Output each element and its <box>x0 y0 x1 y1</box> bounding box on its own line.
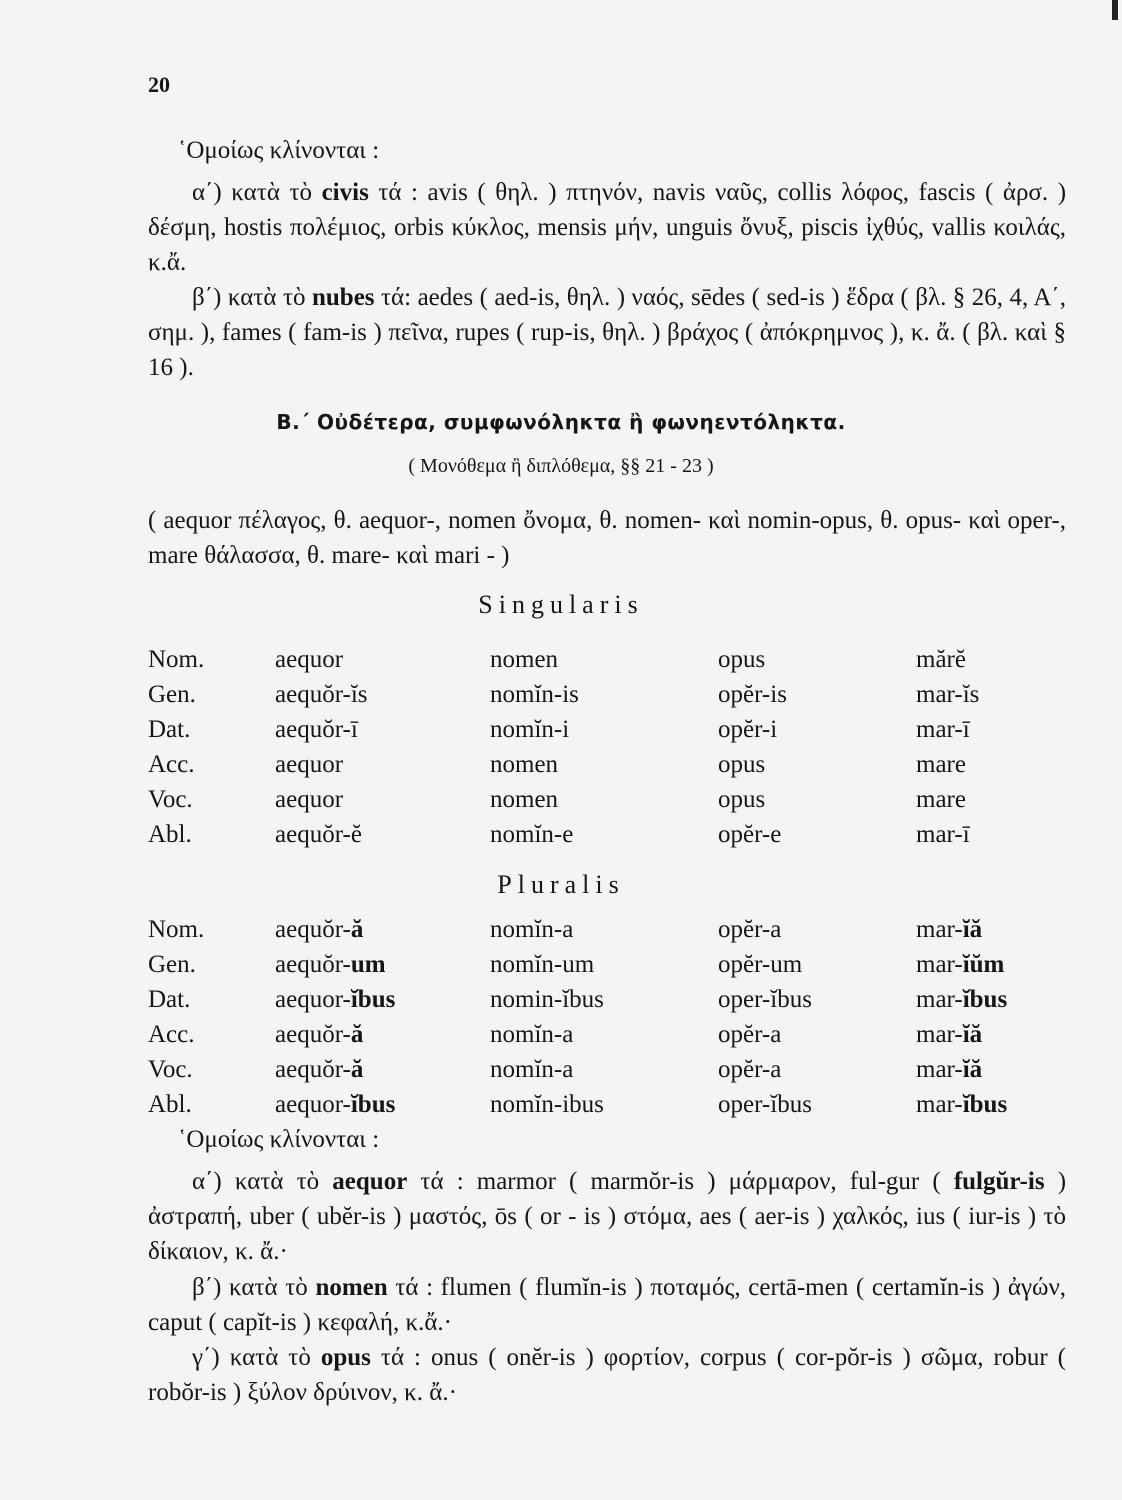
ending: ĭbus <box>962 985 1008 1013</box>
para-text: τά : avis ( θηλ. ) πτηνόν, navis ναῦς, collis λόφος, fascis ( ἀρσ. ) δέσμη, hostis πολέμιος, orbis κύκλος, mensis μήν, unguis ὄνυξ, piscis ἰχθύς, vallis κοιλάς, κ.ἄ. <box>148 179 1067 276</box>
case-label: Acc. <box>148 750 195 778</box>
para-label: β΄) κατὰ τὸ <box>192 284 306 311</box>
para-keyword: aequor <box>332 1168 408 1195</box>
para-keyword: opus <box>320 1344 371 1371</box>
paragraph-nomen <box>148 1270 1066 1340</box>
form-aequor: aequŏr-ĭs <box>275 680 368 708</box>
form-opus: opus <box>718 785 766 813</box>
form-nomen: nomen <box>490 785 559 813</box>
para-text: ) ἀστραπή, uber ( ubĕr-is ) μαστός, ōs ( or - is ) στόμα, aes ( aer-is ) χαλκός, ius ( iur-is ) τὸ δίκαιον, κ. ἄ.· <box>148 1168 1067 1265</box>
form-opus: opus <box>718 750 766 778</box>
case-label: Dat. <box>148 715 191 743</box>
stem: aequŏr- <box>275 1020 351 1048</box>
table-row <box>148 747 1066 782</box>
para-text: τά : marmor ( marmŏr-is ) μάρμαρον, ful-gur ( <box>420 1168 941 1195</box>
singularis-title: Singularis <box>478 590 644 619</box>
case-label: Abl. <box>148 1090 192 1118</box>
case-label: Nom. <box>148 915 205 943</box>
form-aequor: aequor <box>275 645 344 673</box>
form-aequor <box>275 1087 490 1122</box>
form-aequor <box>275 1017 490 1052</box>
form-mare: mărĕ <box>916 645 966 673</box>
case-label: Gen. <box>148 950 196 978</box>
edge-mark <box>1112 0 1118 20</box>
form-mare <box>916 947 1066 982</box>
form-opus: opĕr-a <box>718 1055 782 1083</box>
case-label: Abl. <box>148 820 192 848</box>
ending: ĭă <box>962 1055 983 1083</box>
paragraph-nubes <box>148 280 1066 385</box>
para-keyword: fulgŭr-is <box>953 1168 1045 1195</box>
form-mare: mar-ĭs <box>916 680 980 708</box>
form-mare <box>916 982 1066 1017</box>
ending: ă <box>350 1020 364 1048</box>
table-row <box>148 947 1066 982</box>
table-row <box>148 912 1066 947</box>
form-nomen: nomĭn-ibus <box>490 1090 604 1118</box>
stem: mar- <box>916 1055 963 1083</box>
para-text: τά: aedes ( aed-is, θηλ. ) ναός, sēdes ( sed-is ) ἕδρα ( βλ. § 26, 4, Α΄, σημ. ), fames ( fam-is ) πεῖνα, rupes ( rup-is, θηλ. ) βράχος ( ἀπόκρημνος ), κ. ἄ. ( βλ. καὶ § 16 ). <box>148 284 1066 381</box>
form-nomen: nomin-ĭbus <box>490 985 604 1013</box>
stem: aequŏr- <box>275 915 351 943</box>
case-label: Voc. <box>148 785 193 813</box>
case-label: Voc. <box>148 1055 193 1083</box>
form-opus: oper-ĭbus <box>718 1090 812 1118</box>
para-label: β΄) κατὰ τὸ <box>192 1274 308 1301</box>
form-mare: mare <box>916 750 966 778</box>
table-row <box>148 817 1066 852</box>
para-keyword: civis <box>321 179 369 206</box>
form-aequor: aequor <box>275 785 344 813</box>
form-opus: opĕr-a <box>718 1020 782 1048</box>
stem: mar- <box>916 950 963 978</box>
form-aequor: aequŏr-ĕ <box>275 820 362 848</box>
para-keyword: nubes <box>311 284 375 311</box>
ending: ĭă <box>962 915 983 943</box>
form-aequor: aequor <box>275 750 344 778</box>
stem: mar- <box>916 1020 963 1048</box>
intro-heading-top <box>148 133 1066 168</box>
form-nomen: nomĭn-e <box>490 820 574 848</box>
form-opus: opĕr-e <box>718 820 782 848</box>
form-mare: mar-ī <box>916 715 970 743</box>
para-label: α΄) κατὰ τὸ <box>192 1168 320 1195</box>
stem: aequor- <box>275 1090 351 1118</box>
para-text: τά : flumen ( flumĭn-is ) ποταμός, certā-men ( certamĭn-is ) ἀγών, caput ( capĭt-is ) κεφαλή, κ.ἄ.· <box>148 1274 1067 1336</box>
form-mare <box>916 1052 1066 1087</box>
form-nomen: nomĭn-i <box>490 715 570 743</box>
page-number: 20 <box>148 72 170 97</box>
form-aequor: aequŏr-ī <box>275 715 358 743</box>
case-label: Acc. <box>148 1020 195 1048</box>
table-row <box>148 782 1066 817</box>
form-opus: opus <box>718 645 766 673</box>
table-row <box>148 1052 1066 1087</box>
stem: aequor- <box>275 985 351 1013</box>
form-mare <box>916 1017 1066 1052</box>
ending: ă <box>350 1055 364 1083</box>
examples-paragraph: ( aequor πέλαγος, θ. aequor-, nomen ὄνομα, θ. nomen- καὶ nomin-opus, θ. opus- καὶ oper-, mare θάλασσα, θ. mare- καὶ mari - ) <box>148 507 1066 569</box>
form-opus: opĕr-a <box>718 915 782 943</box>
para-label: α΄) κατὰ τὸ <box>192 179 313 206</box>
case-label: Dat. <box>148 985 191 1013</box>
form-mare <box>916 912 1066 947</box>
form-mare <box>916 1087 1066 1122</box>
table-row <box>148 712 1066 747</box>
form-nomen: nomĭn-a <box>490 1055 574 1083</box>
form-mare: mar-ī <box>916 820 970 848</box>
ending: ĭbus <box>962 1090 1008 1118</box>
form-opus: oper-ĭbus <box>718 985 812 1013</box>
intro-text: ῾Ομοίως κλίνονται : <box>178 1126 380 1153</box>
paragraph-civis <box>148 175 1066 280</box>
form-opus: opĕr-is <box>718 680 787 708</box>
form-nomen: nomĭn-um <box>490 950 595 978</box>
case-label: Gen. <box>148 680 196 708</box>
form-nomen: nomĭn-a <box>490 915 574 943</box>
paragraph-aequor <box>148 1164 1066 1269</box>
form-nomen: nomen <box>490 645 559 673</box>
case-label: Nom. <box>148 645 205 673</box>
ending: ĭŭm <box>962 950 1005 978</box>
para-text: τά : onus ( onĕr-is ) φορτίον, corpus ( cor-pŏr-is ) σῶμα, robur ( robŏr-is ) ξύλον δρύινον, κ. ἄ.· <box>148 1344 1066 1406</box>
singularis-table <box>148 642 1066 852</box>
pluralis-table <box>148 912 1066 1122</box>
table-row <box>148 982 1066 1017</box>
stem: aequŏr- <box>275 950 351 978</box>
form-nomen: nomen <box>490 750 559 778</box>
form-aequor <box>275 982 490 1017</box>
table-row <box>148 1017 1066 1052</box>
table-row <box>148 642 1066 677</box>
form-opus: opĕr-um <box>718 950 803 978</box>
para-keyword: nomen <box>315 1274 388 1301</box>
stem: aequŏr- <box>275 1055 351 1083</box>
table-row <box>148 1087 1066 1122</box>
stem: mar- <box>916 915 963 943</box>
form-aequor <box>275 912 490 947</box>
pluralis-title: Pluralis <box>497 870 625 899</box>
intro-heading-bottom <box>148 1122 1066 1157</box>
stem: mar- <box>916 985 963 1013</box>
form-nomen: nomĭn-is <box>490 680 579 708</box>
ending: ă <box>350 915 364 943</box>
form-mare: mare <box>916 785 966 813</box>
stem: mar- <box>916 1090 963 1118</box>
table-row <box>148 677 1066 712</box>
paragraph-opus <box>148 1340 1066 1410</box>
form-aequor <box>275 1052 490 1087</box>
ending: um <box>350 950 386 978</box>
form-aequor <box>275 947 490 982</box>
para-label: γ΄) κατὰ τὸ <box>192 1344 311 1371</box>
intro-text: ῾Ομοίως κλίνονται : <box>178 137 380 164</box>
section-subheading: ( Μονόθεμα ἢ διπλόθεμα, §§ 21 - 23 ) <box>408 455 714 477</box>
section-heading-neuter: Β.΄ Οὐδέτερα, συμφωνόληκτα ἢ φωνηεντόληκτα. <box>276 410 846 434</box>
form-opus: opĕr-i <box>718 715 778 743</box>
form-nomen: nomĭn-a <box>490 1020 574 1048</box>
ending: ĭbus <box>350 1090 396 1118</box>
ending: ĭbus <box>350 985 396 1013</box>
ending: ĭă <box>962 1020 983 1048</box>
